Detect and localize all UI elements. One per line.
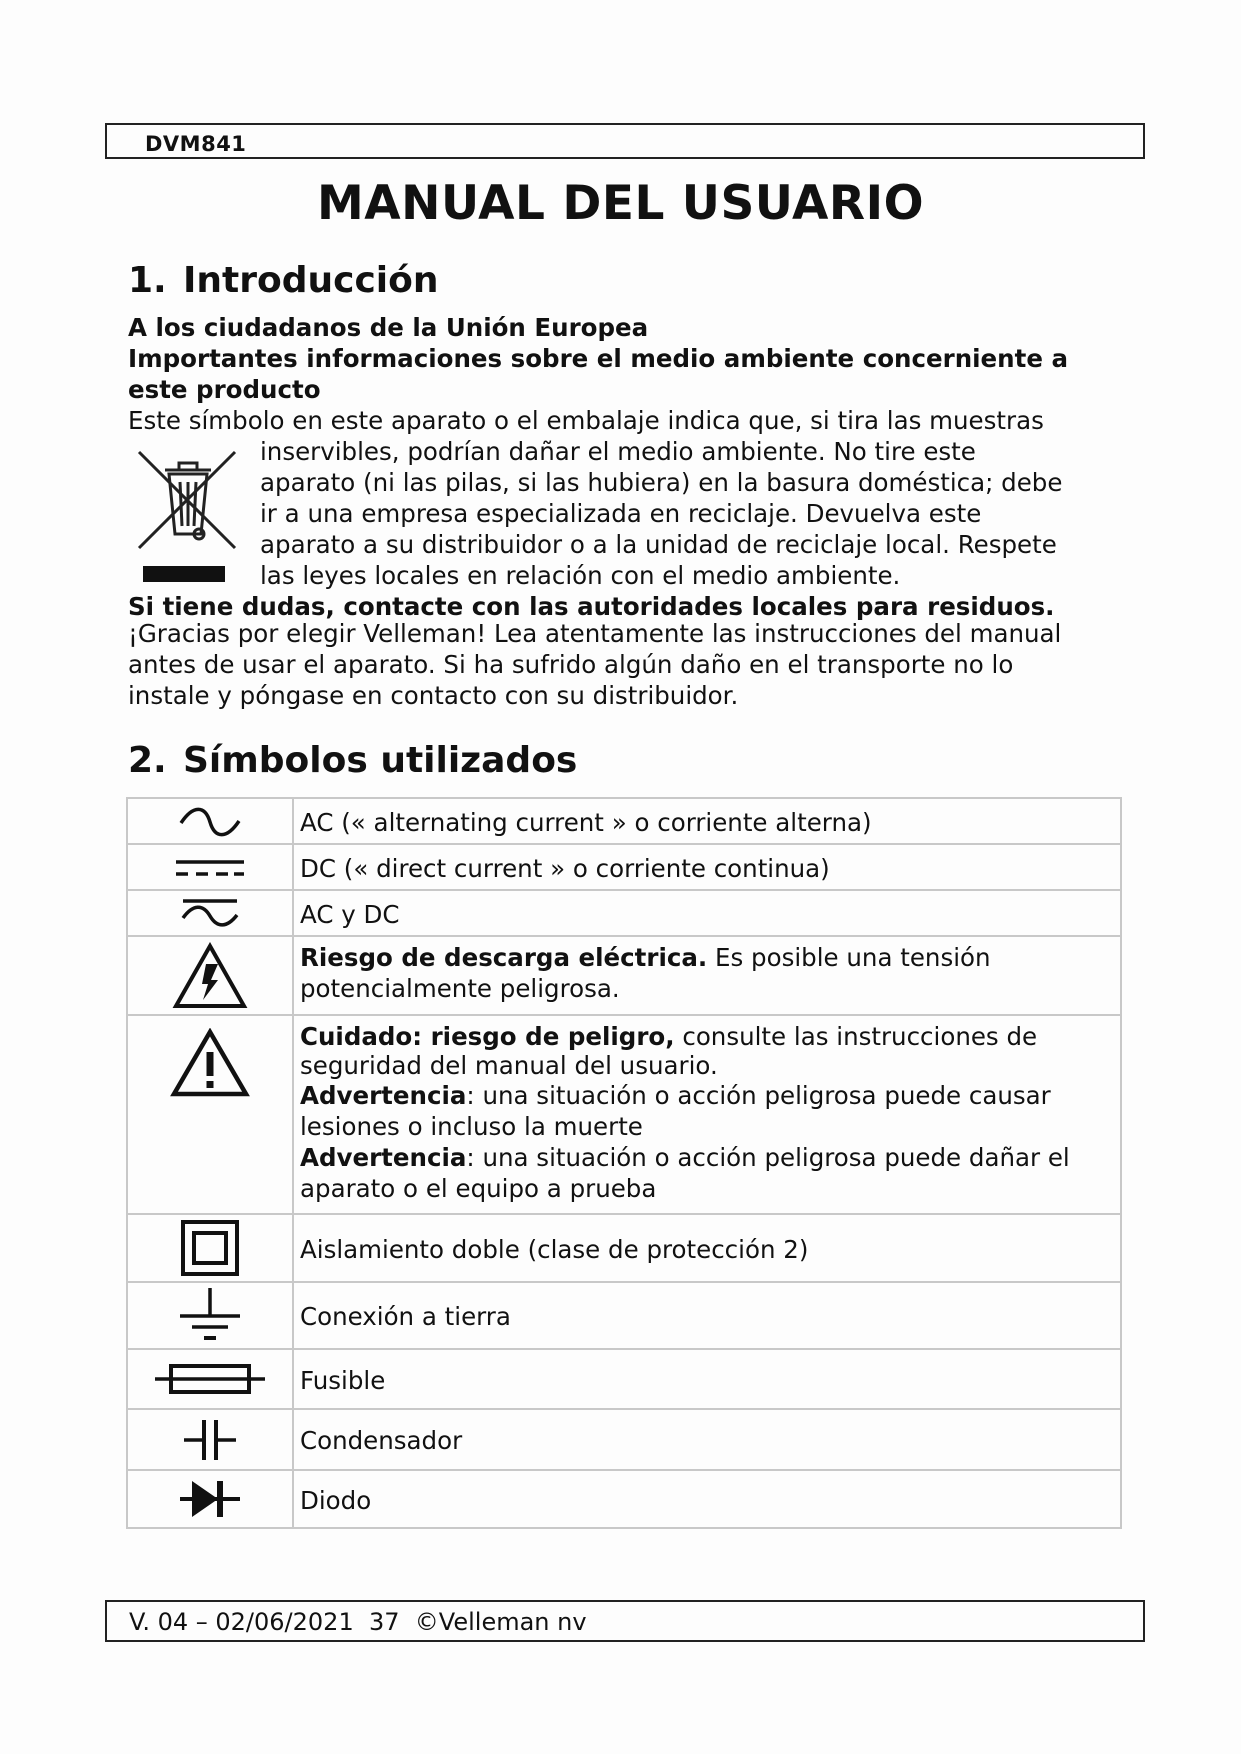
warning-1-rest: : una situación o acción peligrosa puede causar — [466, 1081, 1051, 1110]
symbol-cell — [127, 1214, 293, 1282]
weee-paragraph-line-5: aparato a su distribuidor o a la unidad de reciclaje local. Respete — [260, 530, 1057, 559]
ground-description: Conexión a tierra — [300, 1302, 511, 1331]
symbol-row-shock — [127, 936, 1121, 1015]
warning-2-line-1 — [300, 1142, 1114, 1173]
section-2-title: Símbolos utilizados — [183, 740, 578, 781]
warning-1-line-1 — [300, 1080, 1114, 1111]
description-cell — [293, 1470, 1121, 1528]
eu-heading: A los ciudadanos de la Unión Europea — [128, 313, 649, 342]
symbol-row-acdc — [127, 890, 1121, 936]
symbol-row-double-insulation — [127, 1214, 1121, 1282]
symbol-cell — [127, 1282, 293, 1349]
symbols-table — [126, 797, 1122, 1529]
symbol-row-capacitor — [127, 1409, 1121, 1470]
thanks-paragraph-line-1: ¡Gracias por elegir Velleman! Lea atentamente las instrucciones del manual — [128, 619, 1062, 648]
description-cell — [293, 890, 1121, 936]
dc-icon — [172, 853, 248, 883]
footer-page-number: 37 — [368, 1608, 400, 1636]
double-insulation-description: Aislamiento doble (clase de protección 2) — [300, 1234, 809, 1264]
footer-copyright: ©Velleman nv — [414, 1608, 587, 1636]
shock-rest: Es posible una tensión — [707, 943, 991, 972]
weee-paragraph-line-1: Este símbolo en este aparato o el embalaje indica que, si tira las muestras — [128, 406, 1044, 435]
ac-dc-icon — [175, 896, 245, 930]
footer-box — [105, 1600, 1145, 1642]
env-heading-line-2: este producto — [128, 375, 321, 404]
diode-description: Diodo — [300, 1485, 372, 1515]
capacitor-description: Condensador — [300, 1426, 463, 1455]
description-cell — [293, 798, 1121, 844]
weee-paragraph-line-4: ir a una empresa especializada en reciclaje. Devuelva este — [260, 499, 982, 528]
section-1-title: Introducción — [183, 260, 439, 301]
symbol-cell — [127, 1349, 293, 1409]
caution-line-1 — [300, 1021, 1114, 1052]
description-cell — [293, 1349, 1121, 1409]
double-insulation-icon — [179, 1219, 241, 1277]
doubts-notice: Si tiene dudas, contacte con las autoridades locales para residuos. — [128, 592, 1055, 621]
symbol-cell — [127, 890, 293, 936]
section-1-number: 1. — [128, 260, 167, 301]
dc-description: DC (« direct current » o corriente continua) — [300, 853, 830, 883]
warning-1-bold: Advertencia — [300, 1081, 467, 1110]
shock-bold: Riesgo de descarga eléctrica. — [300, 943, 708, 972]
footer-text — [129, 1608, 587, 1636]
header-box — [105, 123, 1145, 159]
weee-bin-icon — [137, 448, 237, 586]
shock-line-1 — [300, 942, 1114, 973]
symbol-cell — [127, 798, 293, 844]
symbol-cell — [127, 1409, 293, 1470]
ac-wave-icon — [175, 807, 245, 837]
caution-warning-icon — [170, 1028, 250, 1098]
env-heading-line-1: Importantes informaciones sobre el medio ambiente concerniente a — [128, 344, 1069, 373]
description-cell — [293, 936, 1121, 1015]
description-cell — [293, 844, 1121, 890]
warning-1-line-2: lesiones o incluso la muerte — [300, 1112, 643, 1141]
description-cell — [293, 1409, 1121, 1470]
caution-line-2: seguridad del manual del usuario. — [300, 1051, 718, 1080]
model-label: DVM841 — [145, 132, 247, 156]
diode-icon — [178, 1477, 242, 1521]
capacitor-icon — [182, 1416, 238, 1464]
ac-description: AC (« alternating current » o corriente alterna) — [300, 807, 872, 837]
caution-bold: Cuidado: riesgo de peligro, — [300, 1022, 675, 1051]
warning-2-bold: Advertencia — [300, 1143, 467, 1172]
electric-shock-warning-icon — [172, 942, 248, 1010]
symbol-row-dc — [127, 844, 1121, 890]
symbol-row-caution — [127, 1015, 1121, 1214]
acdc-description: AC y DC — [300, 899, 400, 929]
warning-2-line-2: aparato o el equipo a prueba — [300, 1174, 657, 1203]
shock-line-2: potencialmente peligrosa. — [300, 974, 620, 1003]
description-cell — [293, 1015, 1121, 1214]
symbol-cell — [127, 1015, 293, 1214]
symbol-cell — [127, 1470, 293, 1528]
weee-paragraph-line-3: aparato (ni las pilas, si las hubiera) en la basura doméstica; debe — [260, 468, 1063, 497]
symbol-row-fuse — [127, 1349, 1121, 1409]
thanks-paragraph-line-2: antes de usar el aparato. Si ha sufrido algún daño en el transporte no lo — [128, 650, 1014, 679]
description-cell — [293, 1214, 1121, 1282]
ground-icon — [178, 1286, 242, 1346]
description-cell — [293, 1282, 1121, 1349]
symbol-row-diode — [127, 1470, 1121, 1528]
section-2-heading — [128, 740, 577, 781]
symbol-row-ground — [127, 1282, 1121, 1349]
weee-paragraph-line-6: las leyes locales en relación con el medio ambiente. — [260, 561, 901, 590]
fuse-description: Fusible — [300, 1365, 386, 1395]
footer-version: V. 04 – 02/06/2021 — [129, 1608, 354, 1636]
page-title: MANUAL DEL USUARIO — [316, 176, 925, 231]
symbol-row-ac — [127, 798, 1121, 844]
thanks-paragraph-line-3: instale y póngase en contacto con su distribuidor. — [128, 681, 739, 710]
section-1-heading — [128, 260, 439, 301]
section-2-number: 2. — [128, 740, 167, 781]
caution-rest: consulte las instrucciones de — [674, 1022, 1038, 1051]
warning-2-rest: : una situación o acción peligrosa puede dañar el — [466, 1143, 1070, 1172]
weee-paragraph-line-2: inservibles, podrían dañar el medio ambiente. No tire este — [260, 437, 976, 466]
symbol-cell — [127, 936, 293, 1015]
symbol-cell — [127, 844, 293, 890]
fuse-icon — [153, 1359, 267, 1399]
